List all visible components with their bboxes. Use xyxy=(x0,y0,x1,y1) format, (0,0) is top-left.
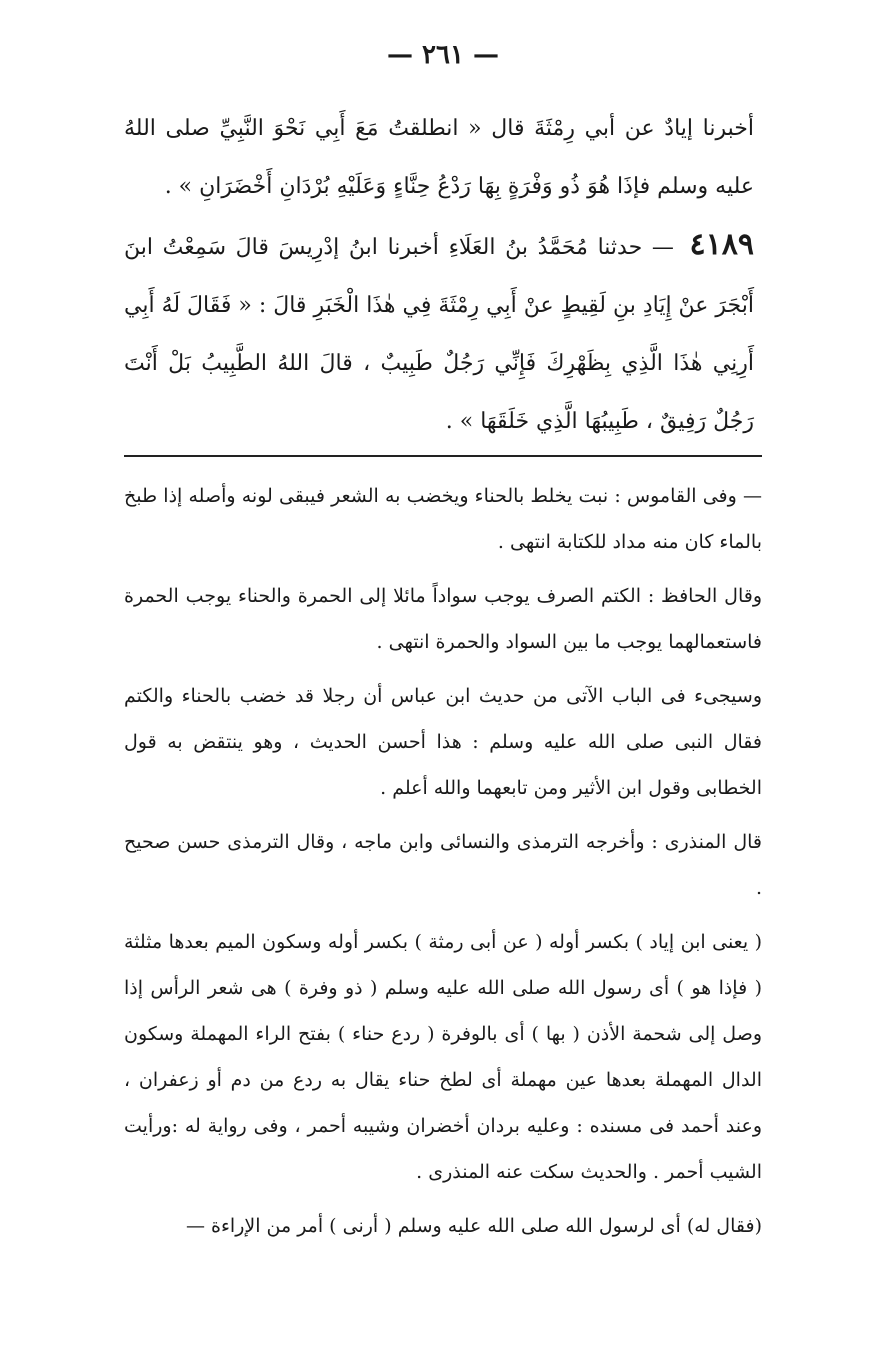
commentary-paragraph: قال المنذرى : وأخرجه الترمذى والنسائى وابن ماجه ، وقال الترمذى حسن صحيح . xyxy=(124,831,762,899)
commentary-paragraph: وقال الحافظ : الكتم الصرف يوجب سواداً مائلا إلى الحمرة والحناء يوجب الحمرة فاستعمالهما يوجب ما بين السواد والحمرة انتهى . xyxy=(124,585,762,653)
hadith-paragraph xyxy=(124,216,754,451)
hadith-paragraph xyxy=(124,100,754,216)
commentary-paragraph: ( يعنى ابن إياد ) بكسر أوله ( عن أبى رمثة ) بكسر أوله وسكون الميم بعدها مثلثة ( فإذا هو ) أى رسول الله صلى الله عليه وسلم ( ذو وفرة ) هى شعر الرأس إذا وصل إلى شحمة الأذن ( بها ) أى بالوفرة ( ردع حناء ) بفتح الراء المهملة وسكون الدال المهملة بعدها عين مهملة أى لطخ حناء يقال به ردع من دم أو زعفران ، وعند أحمد فى مسنده : وعليه بردان أخضران وشيبه أحمر ، وفى رواية له :ورأيت الشيب أحمر . والحديث سكت عنه المنذرى . xyxy=(124,931,762,1183)
hadith-text: أخبرنا إيادٌ عن أبي رِمْثَةَ قال « انطلقتُ مَعَ أَبِي نَحْوَ النَّبِيِّ صلى اللهُ عليه وسلم فإذَا هُوَ ذُو وَفْرَةٍ بِهَا رَدْعُ حِنَّاءٍ وَعَلَيْهِ بُرْدَانِ أَخْضَرَانِ » . xyxy=(124,116,754,199)
commentary-paragraph: وسيجىء فى الباب الآتى من حديث ابن عباس أن رجلا قد خضب بالحناء والكتم فقال النبى صلى الله عليه وسلم : هذا أحسن الحديث ، وهو ينتقض به قول الخطابى وقول ابن الأثير ومن تابعهما والله أعلم . xyxy=(124,685,762,799)
commentary-paragraph: (فقال له) أى لرسول الله صلى الله عليه وسلم ( أرنى ) أمر من الإراءة — xyxy=(185,1215,762,1237)
commentary-block xyxy=(124,473,762,1257)
page-number: — ٢٦١ — xyxy=(386,40,500,70)
hadith-text-block xyxy=(124,100,754,451)
footnote-divider xyxy=(124,455,762,457)
hadith-number: ٤١٨٩ xyxy=(689,227,754,262)
hadith-text: — حدثنا مُحَمَّدُ بنُ العَلَاءِ أخبرنا ابنُ إدْرِيسَ قالَ سَمِعْتُ ابنَ أَبْجَرَ عنْ إِيَادِ بنِ لَقِيطٍ عنْ أَبِي رِمْثَةَ فِي هٰذَا الْخَبَرِ قالَ : « فَقَالَ لَهُ أَبِي أَرِنِي هٰذَا الَّذِي بِظَهْرِكَ فَإِنِّي رَجُلٌ طَبِيبٌ ، قالَ اللهُ الطَّبِيبُ بَلْ أَنْتَ رَجُلٌ رَفِيقٌ ، طَبِيبُهَا الَّذِي خَلَقَهَا » . xyxy=(124,235,754,434)
commentary-paragraph: — وفى القاموس : نبت يخلط بالحناء ويخضب به الشعر فيبقى لونه وأصله إذا طبخ بالماء كان منه مداد للكتابة انتهى . xyxy=(124,485,762,553)
